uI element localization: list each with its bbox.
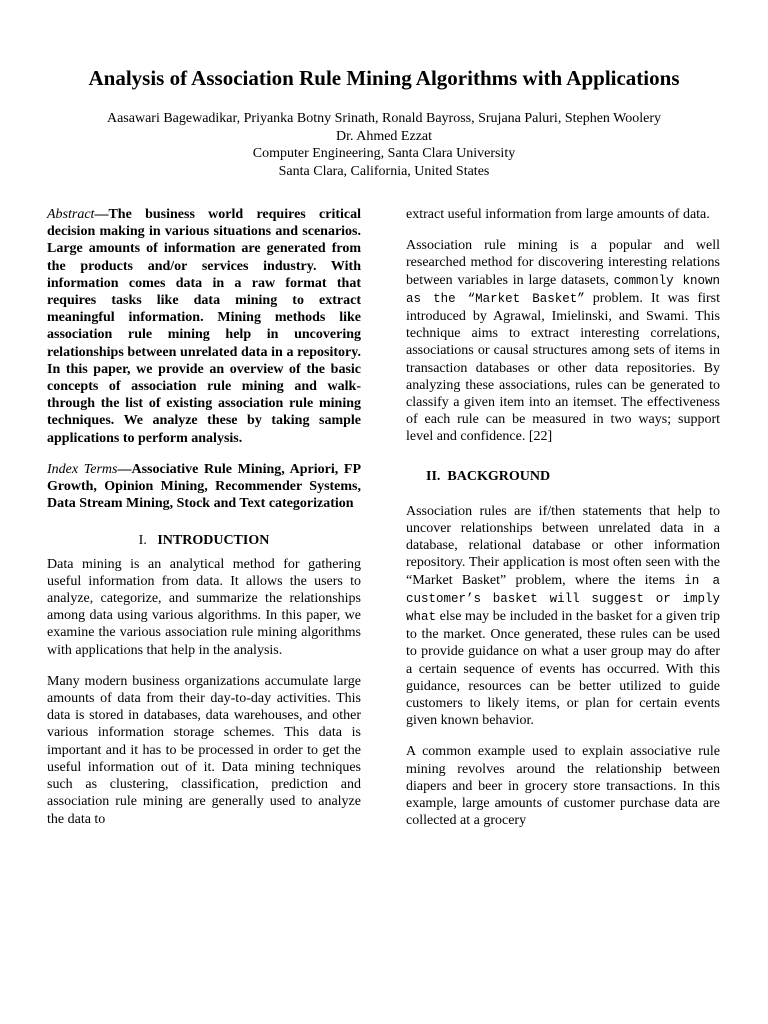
background-paragraph-2: A common example used to explain associative rule mining revolves around the relationship between diapers and beer in grocery store transactions. In this example, large amounts of customer purchase data are collected at a grocery — [406, 744, 720, 829]
author-names-cont: Dr. Ahmed Ezzat — [335, 128, 433, 144]
abstract-dash: — — [94, 207, 109, 222]
section-heading-background — [406, 468, 720, 485]
index-terms-label: Index Terms — [47, 461, 118, 477]
bg-text-a: Association rules are if/then statements that help to uncover relationships between unrelated data in a database, relational database or other information repository. Their application is most often seen with the “Market Basket” problem, where the items — [406, 503, 720, 588]
abstract-label: Abstract — [47, 207, 95, 222]
abstract-text: The business world requires critical decision making in various situations and scenarios. Large amounts of information are generated from the products and/or services industry. With information comes data in a raw format that requires tasks like data mining to extract meaningful information. Mining methods like association rule mining help in uncovering relationships between unrelated data in a repository. In this paper, we provide an overview of the basic concepts of association rule mining and walk-through the list of existing association rule mining techniques. We analyze these by taking sample applications to perform analysis. — [47, 207, 361, 446]
author-block — [0, 110, 768, 180]
section-number: I. — [138, 533, 147, 549]
index-terms-text: Associative Rule Mining, Apriori, FP Growth, Opinion Mining, Recommender Systems, Data Stream Mining, Stock and Text categorization — [47, 461, 361, 512]
location: Santa Clara, California, United States — [278, 163, 490, 179]
arm-text-b: problem. It was first introduced by Agrawal, Imielinski, and Swami. This technique aims to extract interesting correlations, associations or causal structures among sets of items in transaction databases or other data repositories. By analyzing these associations, rules can be generated to classify a given item into an itemset. The effectiveness of each rule can be measured in two ways; support level and confidence. [22] — [406, 290, 720, 445]
bg-text-b: else may be included in the basket for a given trip to the market. Once generated, these rules can be used to provide guidance on what a user group may do after a certain sequence of events has occurred. With this guidance, resources can be better utilized to guide customers to likely items, or plan for certain events given known behavior. — [406, 609, 720, 729]
arm-text-a: Association rule mining is a popular and well researched method for discovering interesting relations between variables in large datasets, — [406, 238, 720, 288]
section-title: BACKGROUND — [447, 468, 551, 484]
affiliation: Computer Engineering, Santa Clara University — [252, 146, 516, 161]
section-title: INTRODUCTION — [157, 533, 270, 549]
index-terms-dash: — — [117, 461, 132, 477]
bg-text-mono: in a customer’s basket will suggest or imply what — [406, 573, 721, 625]
background-paragraph-1 — [406, 503, 720, 730]
paper-title: Analysis of Association Rule Mining Algorithms with Applications — [88, 66, 680, 90]
arm-text-mono: commonly known as the “Market Basket” — [406, 273, 720, 306]
section-heading-introduction — [47, 532, 361, 549]
index-terms — [47, 461, 361, 513]
abstract — [47, 206, 361, 447]
intro-paragraph-2: Many modern business organizations accumulate large amounts of data from their day-to-day activities. This data is stored in databases, data warehouses, and other various information storage schemes. This data is important and it has to be processed in order to get the useful information out of it. Data mining techniques such as clustering, classification, prediction and association rule mining are generally used to analyze the data to — [47, 673, 361, 827]
association-rule-paragraph — [406, 237, 720, 445]
intro-paragraph-continued: extract useful information from large amounts of data. — [406, 207, 710, 222]
right-column — [406, 206, 720, 844]
left-column — [47, 206, 361, 842]
author-names: Aasawari Bagewadikar, Priyanka Botny Srinath, Ronald Bayross, Srujana Paluri, Stephen Woolery — [106, 111, 662, 126]
intro-paragraph-1: Data mining is an analytical method for gathering useful information from data. It allows the users to analyze, categorize, and summarize the relationships among data using various algorithms. In this paper, we examine the various association rule mining algorithms with applications that help in the analysis. — [47, 556, 361, 658]
section-number: II. — [426, 468, 441, 484]
